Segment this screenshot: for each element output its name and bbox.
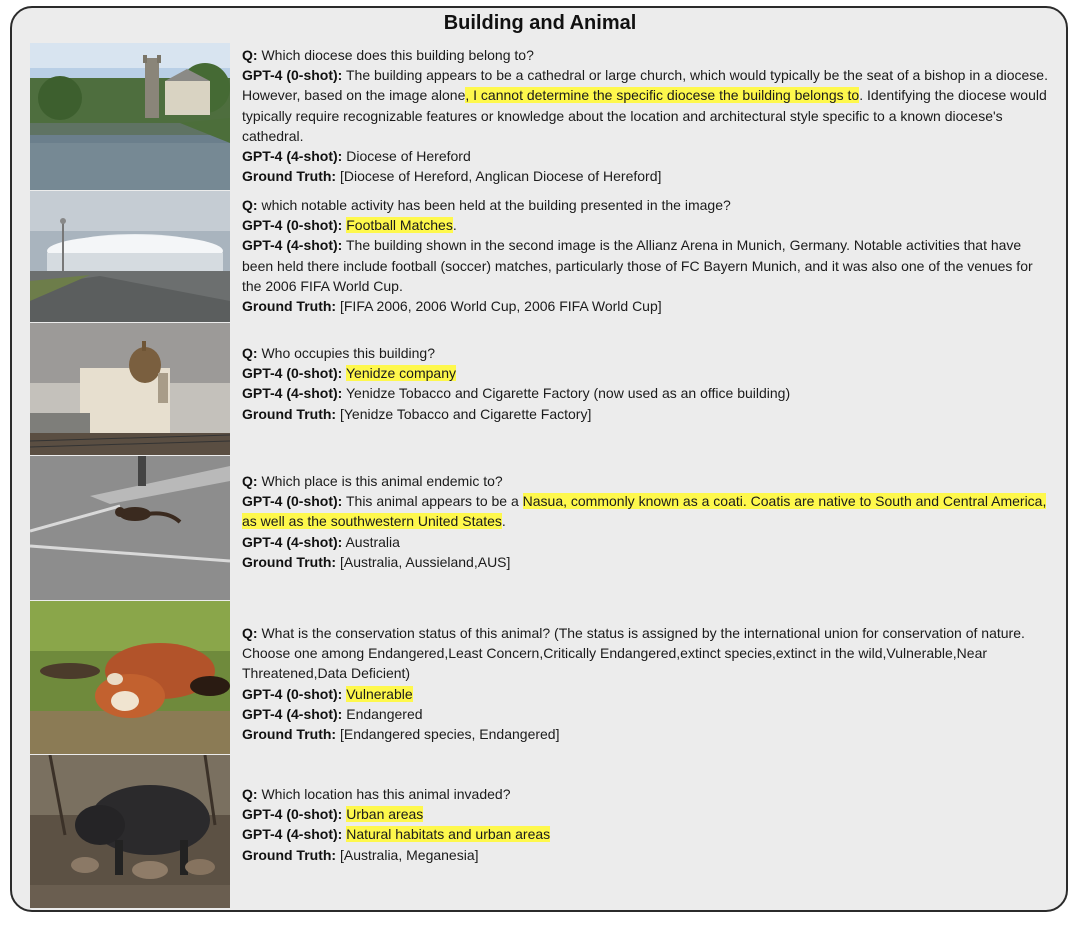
ground-truth-line: Ground Truth: [Australia, Meganesia] [242, 846, 479, 863]
example-text [242, 45, 1052, 186]
example-text [242, 343, 1052, 424]
four-shot-line: GPT-4 (4-shot): Diocese of Hereford [242, 148, 471, 165]
ground-truth-line: Ground Truth: [Yenidze Tobacco and Cigarette Factory] [242, 405, 592, 422]
zero-shot-line: GPT-4 (0-shot): Vulnerable [242, 685, 413, 702]
example-text [242, 623, 1052, 744]
four-shot-line: GPT-4 (4-shot): Endangered [242, 705, 423, 722]
question-line: Q: Which location has this animal invaded? [242, 786, 511, 802]
zero-shot-line: GPT-4 (0-shot): Urban areas [242, 806, 424, 823]
four-shot-line: GPT-4 (4-shot): Australia [242, 533, 400, 550]
yenidze-building-photo [30, 323, 230, 455]
ground-truth-line: Ground Truth: [Endangered species, Endangered] [242, 726, 560, 743]
zero-shot-line: GPT-4 (0-shot): Yenidze company [242, 365, 456, 382]
zero-shot-line: GPT-4 (0-shot): The building appears to be a cathedral or large church, which would typically be the seat of a bishop in a diocese. However, based on the image alone, I cannot determine the specific diocese the building belongs to. Identifying the diocese would typically require recognizable features or knowledge about the location and architectural style specific to a known diocese's cathedral. [242, 67, 1048, 144]
example-text [242, 784, 1052, 865]
coati-on-road-photo [30, 456, 230, 600]
four-shot-line: GPT-4 (4-shot): Natural habitats and urban areas [242, 826, 551, 843]
question-line: Q: which notable activity has been held at the building presented in the image? [242, 197, 731, 213]
figure-title: Building and Animal [443, 12, 637, 34]
question-line: Q: Which place is this animal endemic to? [242, 473, 503, 489]
ground-truth-line: Ground Truth: [Australia, Aussieland,AUS] [242, 553, 511, 570]
cathedral-photo [30, 43, 230, 190]
example-text [242, 471, 1052, 572]
four-shot-line: GPT-4 (4-shot): The building shown in the second image is the Allianz Arena in Munich, Germany. Notable activities that have been held there include football (soccer) matches, particularly those of FC Bayern Munich, and it was also one of the venues for the 2006 FIFA World Cup. [242, 237, 1033, 294]
stadium-photo [30, 191, 230, 322]
ground-truth-line: Ground Truth: [FIFA 2006, 2006 World Cup, 2006 FIFA World Cup] [242, 298, 662, 315]
red-panda-photo [30, 601, 230, 754]
question-line: Q: Who occupies this building? [242, 345, 435, 361]
wild-boar-photo [30, 755, 230, 908]
ground-truth-line: Ground Truth: [Diocese of Hereford, Anglican Diocese of Hereford] [242, 168, 662, 185]
example-text [242, 195, 1052, 316]
question-line: Q: Which diocese does this building belong to? [242, 47, 534, 63]
zero-shot-line: GPT-4 (0-shot): This animal appears to be a Nasua, commonly known as a coati. Coatis are native to South and Central America, as well as the southwestern United States. [242, 493, 1047, 530]
zero-shot-line: GPT-4 (0-shot): Football Matches. [242, 217, 457, 234]
four-shot-line: GPT-4 (4-shot): Yenidze Tobacco and Cigarette Factory (now used as an office building) [242, 385, 791, 402]
question-line: Q: What is the conservation status of this animal? (The status is assigned by the international union for conservation of nature. Choose one among Endangered,Least Concern,Critically Endangered,extinct species,extinct in the wild,Vulnerable,Near Threatened,Data Deficient) [242, 625, 1025, 682]
